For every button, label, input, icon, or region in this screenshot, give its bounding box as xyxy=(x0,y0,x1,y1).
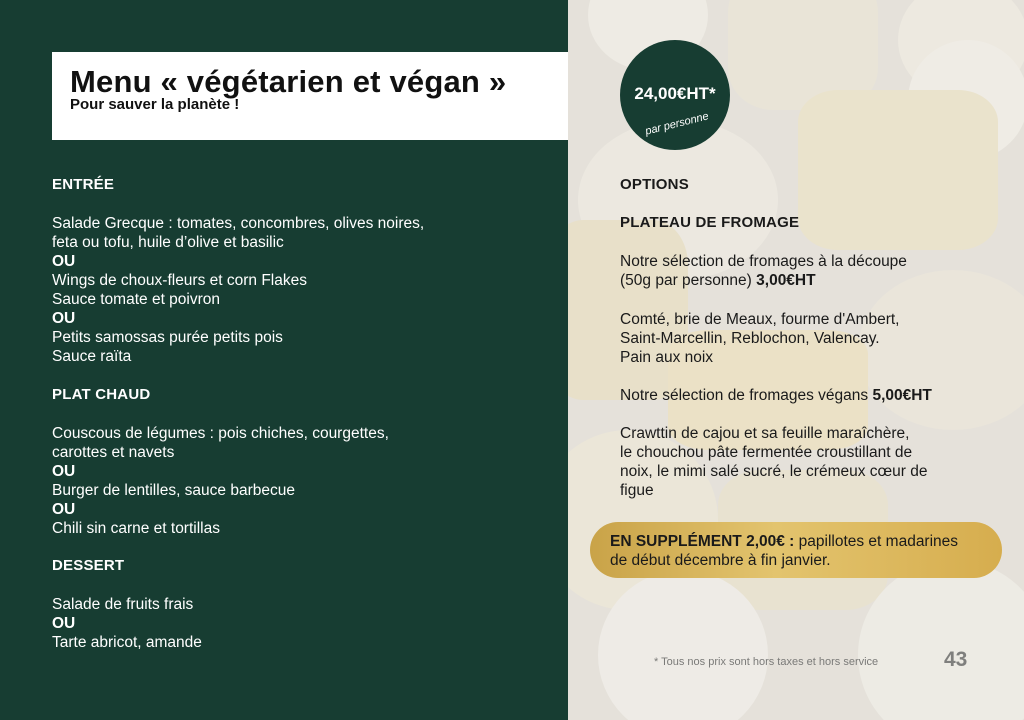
vegan-text: Notre sélection de fromages végans xyxy=(620,387,873,404)
cheese-line: Comté, brie de Meaux, fourme d'Ambert, xyxy=(620,311,900,328)
plat-or: OU xyxy=(52,501,76,518)
selection-price: 3,00€HT xyxy=(756,272,816,289)
page-title: Menu « végétarien et végan » xyxy=(70,64,507,99)
title-box xyxy=(52,52,568,140)
dessert-heading: DESSERT xyxy=(52,557,125,574)
cheese-line: Pain aux noix xyxy=(620,349,714,366)
options-heading: OPTIONS xyxy=(620,176,689,193)
selection-line: Notre sélection de fromages à la découpe xyxy=(620,253,907,270)
entree-line: Wings de choux-fleurs et corn Flakes xyxy=(52,272,307,289)
entree-line: Petits samossas purée petits pois xyxy=(52,329,283,346)
price-badge xyxy=(620,40,730,150)
price-footnote: * Tous nos prix sont hors taxes et hors service xyxy=(654,656,879,668)
plat-or: OU xyxy=(52,463,76,480)
vegan-price: 5,00€HT xyxy=(872,387,932,404)
selection-text: (50g par personne) xyxy=(620,272,757,289)
vegan-selection xyxy=(620,386,932,405)
cheese-selection-text xyxy=(620,252,907,290)
plat-heading: PLAT CHAUD xyxy=(52,386,151,403)
entree-or: OU xyxy=(52,253,76,270)
cheese-line: Saint-Marcellin, Reblochon, Valencay. xyxy=(620,330,880,347)
entree-line: feta ou tofu, huile d’olive et basilic xyxy=(52,234,284,251)
entree-or: OU xyxy=(52,310,76,327)
selection-line xyxy=(620,271,907,290)
vegan-cheese-line: Crawttin de cajou et sa feuille maraîchère, xyxy=(620,425,910,442)
page-subtitle: Pour sauver la planète ! xyxy=(70,96,240,113)
entree-list xyxy=(52,214,424,366)
supplement-banner xyxy=(590,522,1002,578)
supplement-line xyxy=(610,532,958,551)
plat-list xyxy=(52,424,389,538)
cheese-list xyxy=(620,310,900,367)
supplement-text xyxy=(610,532,958,570)
page-number: 43 xyxy=(944,648,968,671)
entree-line: Sauce raïta xyxy=(52,348,132,365)
price-unit: par personne xyxy=(644,110,710,138)
vegan-cheese-line: le chouchou pâte fermentée croustillant de xyxy=(620,444,913,461)
plat-line: Couscous de légumes : pois chiches, courgettes, xyxy=(52,425,389,442)
dessert-list xyxy=(52,595,202,652)
plateau-heading: PLATEAU DE FROMAGE xyxy=(620,214,800,231)
entree-heading: ENTRÉE xyxy=(52,176,115,193)
vegan-line xyxy=(620,386,932,405)
supplement-line: de début décembre à fin janvier. xyxy=(610,552,831,569)
vegan-cheese-list xyxy=(620,424,928,500)
dessert-or: OU xyxy=(52,615,76,632)
plat-line: carottes et navets xyxy=(52,444,175,461)
supplement-detail: papillotes et madarines xyxy=(794,533,959,550)
vegan-cheese-line: noix, le mimi salé sucré, le crémeux cœur de xyxy=(620,463,928,480)
entree-line: Sauce tomate et poivron xyxy=(52,291,221,308)
vegan-cheese-line: figue xyxy=(620,482,654,499)
entree-line: Salade Grecque : tomates, concombres, olives noires, xyxy=(52,215,425,232)
plat-line: Chili sin carne et tortillas xyxy=(52,520,220,537)
dessert-line: Tarte abricot, amande xyxy=(52,634,202,651)
dessert-line: Salade de fruits frais xyxy=(52,596,194,613)
price-value: 24,00€HT* xyxy=(634,84,716,103)
plat-line: Burger de lentilles, sauce barbecue xyxy=(52,482,295,499)
supplement-label: EN SUPPLÉMENT 2,00€ : xyxy=(610,533,795,550)
